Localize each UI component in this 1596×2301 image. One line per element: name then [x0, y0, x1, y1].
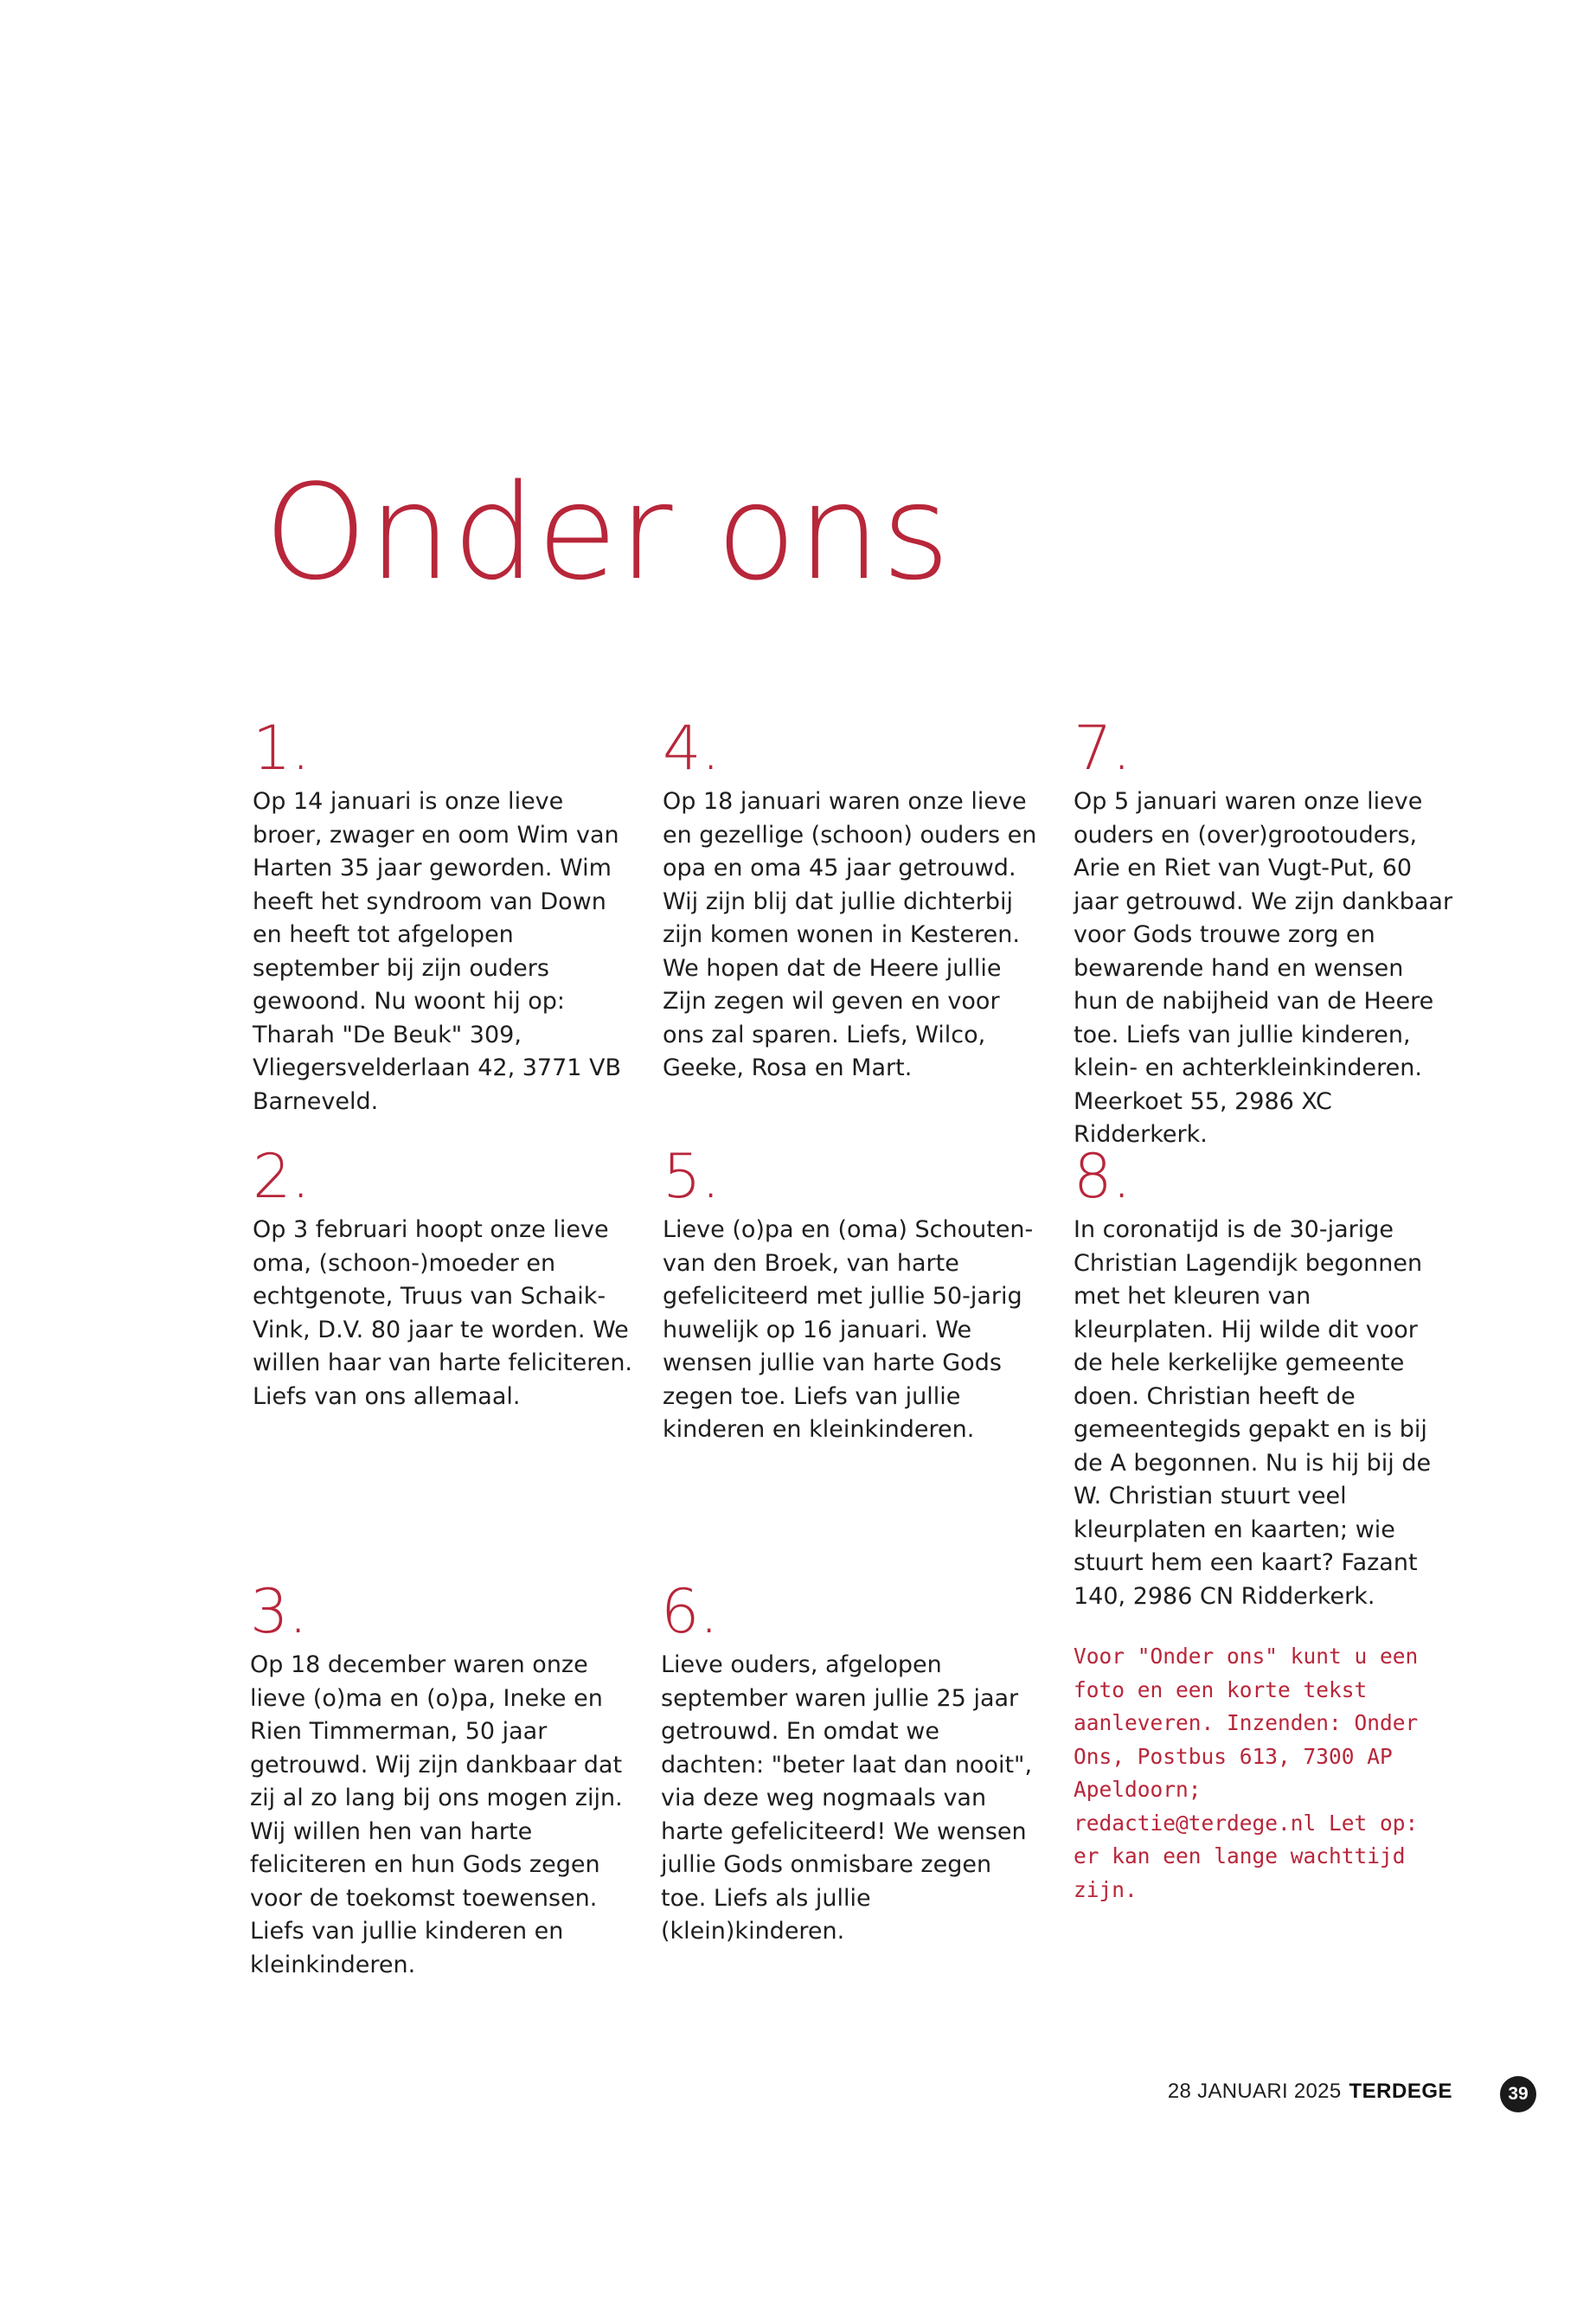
entry-number: 1.	[253, 713, 311, 784]
entry-text: Op 5 januari waren onze lieve ouders en (over)grootouders, Arie en Riet van Vugt-Put, 60 jaar getrouwd. We zijn dankbaar voor Gods trouwe zorg en bewarende hand en wensen hun de nabijheid van de Heere toe. Liefs van jullie kinderen, klein- en achterkleinkinderen. Meerkoet 55, 2986 XC Ridderkerk.	[1074, 788, 1453, 1148]
entry-6	[661, 1576, 1042, 1949]
page-number-badge: 39	[1500, 2076, 1536, 2112]
entry-text: Lieve ouders, afgelopen september waren jullie 25 jaar getrouwd. En omdat we dachten: "beter laat dan nooit", via deze weg nogmaals van harte gefeliciteerd! We wensen jullie Gods onmisbare zegen toe. Liefs als jullie (klein)kinderen.	[661, 1651, 1033, 1945]
entry-text: Op 3 februari hoopt onze lieve oma, (schoon-)moeder en echtgenote, Truus van Schaik-Vink, D.V. 80 jaar te worden. We willen haar van harte feliciteren. Liefs van ons allemaal.	[253, 1216, 633, 1410]
entry-3	[250, 1576, 631, 1982]
entry-text: In coronatijd is de 30-jarige Christian Lagendijk begonnen met het kleuren van kleurplaten. Hij wilde dit voor de hele kerkelijke gemeente doen. Christian heeft de gemeentegids gepakt en is bij de A begonnen. Nu is hij bij de W. Christian stuurt veel kleurplaten en kaarten; wie stuurt hem een kaart? Fazant 140, 2986 CN Ridderkerk.	[1074, 1216, 1432, 1610]
entry-7	[1074, 713, 1454, 1152]
page-footer	[1168, 2080, 1452, 2104]
submission-info: Voor "Onder ons" kunt u een foto en een korte tekst aanleveren. Inzenden: Onder Ons, Postbus 613, 7300 AP Apeldoorn; redactie@terdege.nl Let op: er kan een lange wachttijd zijn.	[1074, 1644, 1419, 1902]
entry-number: 8.	[1074, 1141, 1131, 1212]
entry-2	[253, 1141, 633, 1413]
entry-text: Op 18 december waren onze lieve (o)ma en (o)pa, Ineke en Rien Timmerman, 50 jaar getrouwd. Wij zijn dankbaar dat zij al zo lang bij ons mogen zijn. Wij willen hen van harte feliciteren en hun Gods zegen voor de toekomst toewensen. Liefs van jullie kinderen en kleinkinderen.	[250, 1651, 623, 1978]
entry-5	[663, 1141, 1043, 1447]
entry-text: Op 14 januari is onze lieve broer, zwager en oom Wim van Harten 35 jaar geworden. Wim heeft het syndroom van Down en heeft tot afgelopen september bij zijn ouders gewoond. Nu woont hij op: Tharah "De Beuk" 309, Vliegersvelderlaan 42, 3771 VB Barneveld.	[253, 788, 622, 1115]
entry-text: Lieve (o)pa en (oma) Schouten-van den Broek, van harte gefeliciteerd met jullie 50-jarig huwelijk op 16 januari. We wensen jullie van harte Gods zegen toe. Liefs van jullie kinderen en kleinkinderen.	[663, 1216, 1034, 1443]
entry-1	[253, 713, 633, 1118]
entry-number: 7.	[1074, 713, 1131, 784]
issue-date: 28 JANUARI 2025	[1167, 2080, 1342, 2103]
entry-8	[1074, 1141, 1454, 1613]
entry-number: 6.	[661, 1576, 719, 1647]
page-title: Onder ons	[264, 456, 952, 609]
entry-number: 5.	[663, 1141, 721, 1212]
magazine-name: TERDEGE	[1349, 2080, 1452, 2103]
entry-number: 2.	[253, 1141, 311, 1212]
entry-text: Op 18 januari waren onze lieve en gezellige (schoon) ouders en opa en oma 45 jaar getrouwd. Wij zijn blij dat jullie dichterbij zijn komen wonen in Kesteren. We hopen dat de Heere jullie Zijn zegen wil geven en voor ons zal sparen. Liefs, Wilco, Geeke, Rosa en Mart.	[663, 788, 1037, 1081]
entry-4	[663, 713, 1043, 1086]
entry-number: 3.	[250, 1576, 308, 1647]
entry-number: 4.	[663, 713, 721, 784]
